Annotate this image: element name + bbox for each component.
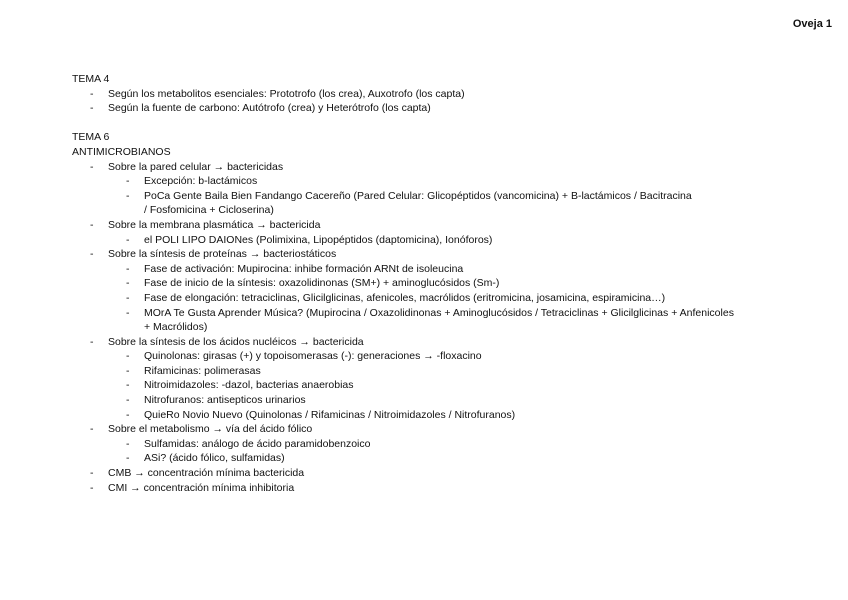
- list-item: [72, 437, 792, 452]
- list-item: [72, 262, 792, 277]
- list-item-text: QuieRo Novio Nuevo (Quinolonas / Rifamicinas / Nitroimidazoles / Nitrofuranos): [144, 408, 516, 421]
- list-item-text: Excepción: b-lactámicos: [144, 175, 258, 188]
- section-proteinas: [72, 247, 792, 262]
- list-item: [72, 174, 792, 189]
- list-item: [72, 189, 792, 204]
- list-item: [72, 393, 792, 408]
- list-item-text: Rifamicinas: polimerasas: [144, 364, 261, 377]
- list-item: [72, 451, 792, 466]
- bullet-dash: -: [90, 423, 94, 436]
- list-item-text: Fase de inicio de la síntesis: oxazolidinonas (SM+) + aminoglucósidos (Sm-): [144, 277, 500, 290]
- list-item-text: Nitrofuranos: antisepticos urinarios: [144, 394, 306, 407]
- bullet-dash: -: [90, 481, 94, 494]
- list-item-text: MOrA Te Gusta Aprender Música? (Mupirocina / Oxazolidinonas + Aminoglucósidos / Tetraciclinas + Glicilglicinas + Anfenicoles: [144, 306, 734, 319]
- list-item-text: CMB → concentración mínima bactericida: [108, 467, 305, 480]
- section-metabolismo: [72, 422, 792, 437]
- tema6-title: TEMA 6: [72, 131, 110, 144]
- list-item-text: CMI → concentración mínima inhibitoria: [108, 481, 295, 494]
- section-membrana: [72, 218, 792, 233]
- list-item-text: Según la fuente de carbono: Autótrofo (crea) y Heterótrofo (los capta): [108, 102, 431, 115]
- list-item-continuation: + Macrólidos): [144, 321, 208, 334]
- section-label: Sobre el metabolismo → vía del ácido fólico: [108, 423, 313, 436]
- bullet-dash: -: [126, 379, 130, 392]
- bullet-dash: -: [126, 291, 130, 304]
- list-item: [72, 408, 792, 423]
- list-item: [72, 306, 792, 321]
- list-item-text: Nitroimidazoles: -dazol, bacterias anaerobias: [144, 379, 354, 392]
- list-item: [72, 101, 792, 116]
- list-item-text: Sulfamidas: análogo de ácido paramidobenzoico: [144, 437, 371, 450]
- list-item: [72, 378, 792, 393]
- list-item-text: el POLI LIPO DAIONes (Polimixina, Lipopéptidos (daptomicina), Ionóforos): [144, 233, 493, 246]
- bullet-dash: -: [126, 350, 130, 363]
- bullet-dash: -: [126, 262, 130, 275]
- bullet-dash: -: [126, 394, 130, 407]
- bullet-dash: -: [90, 102, 94, 115]
- bullet-dash: -: [126, 306, 130, 319]
- list-item-text: Fase de elongación: tetraciclinas, Glicilglicinas, afenicoles, macrólidos (eritromicina, josamicina, espiramicina…): [144, 291, 666, 304]
- page-header-label: Oveja 1: [792, 18, 832, 30]
- section-pared-celular: [72, 160, 792, 175]
- list-item: [72, 364, 792, 379]
- bullet-dash: -: [126, 233, 130, 246]
- section-label: Sobre la membrana plasmática → bactericida: [108, 218, 321, 231]
- tema4-title: TEMA 4: [72, 73, 110, 85]
- list-item: [72, 291, 792, 306]
- list-item: [72, 233, 792, 248]
- bullet-dash: -: [90, 248, 94, 261]
- section-acidos-nucleicos: [72, 335, 792, 350]
- bullet-dash: -: [126, 437, 130, 450]
- bullet-dash: -: [126, 452, 130, 465]
- bullet-dash: -: [90, 218, 94, 231]
- bullet-dash: -: [126, 189, 130, 202]
- list-item: [72, 276, 792, 291]
- spacer: [72, 116, 792, 131]
- bullet-dash: -: [126, 408, 130, 421]
- document-body: [72, 72, 792, 495]
- list-item-text: Fase de activación: Mupirocina: inhibe formación ARNt de isoleucina: [144, 262, 464, 275]
- section-label: Sobre la síntesis de proteínas → bacteriostáticos: [108, 248, 337, 261]
- bullet-dash: -: [90, 160, 94, 173]
- list-item-continuation: / Fosfomicina + Cicloserina): [144, 204, 274, 217]
- bullet-dash: -: [90, 467, 94, 480]
- list-item-text: Quinolonas: girasas (+) y topoisomerasas (-): generaciones → -floxacino: [144, 350, 482, 363]
- bullet-dash: -: [126, 364, 130, 377]
- bullet-dash: -: [90, 335, 94, 348]
- bullet-dash: -: [126, 175, 130, 188]
- cmb-item: [72, 466, 792, 481]
- bullet-dash: -: [126, 277, 130, 290]
- tema6-subtitle: ANTIMICROBIANOS: [72, 145, 171, 158]
- section-label: Sobre la pared celular → bactericidas: [108, 160, 284, 173]
- list-item-text: ASi? (ácido fólico, sulfamidas): [144, 452, 285, 465]
- list-item-text: PoCa Gente Baila Bien Fandango Cacereño (Pared Celular: Glicopéptidos (vancomicina) + B-lactámicos / Bacitracina: [144, 189, 692, 202]
- list-item: [72, 349, 792, 364]
- cmi-item: [72, 481, 792, 496]
- list-item: [72, 87, 792, 102]
- section-label: Sobre la síntesis de los ácidos nucléicos → bactericida: [108, 335, 364, 348]
- bullet-dash: -: [90, 87, 94, 100]
- list-item-text: Según los metabolitos esenciales: Prototrofo (los crea), Auxotrofo (los capta): [108, 87, 465, 100]
